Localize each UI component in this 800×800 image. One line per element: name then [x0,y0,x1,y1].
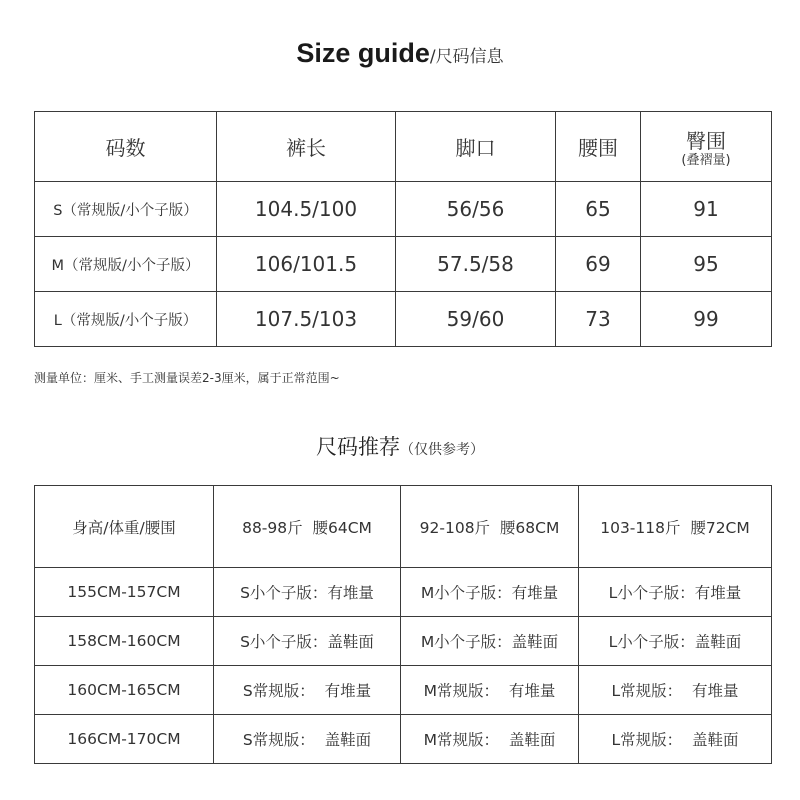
cell-recommendation: L常规版： 有堆量 [579,666,772,715]
header-weight-range: 103-118斤 腰72CM [579,486,772,568]
header-hip-sub: (叠褶量) [681,153,731,168]
cell-hem: 59/60 [396,292,556,347]
header-waist: 腰围 [556,112,641,182]
cell-waist: 65 [556,182,641,237]
cell-hip: 91 [641,182,772,237]
header-hip [641,112,772,182]
cell-hip: 95 [641,237,772,292]
cell-hem: 57.5/58 [396,237,556,292]
header-size: 码数 [35,112,217,182]
row-size-s: S（常规版/小个子版） [35,182,217,237]
page-title [0,38,800,69]
measurement-note: 测量单位：厘米、手工测量误差2-3厘米，属于正常范围~ [34,371,340,385]
table-row [35,292,772,347]
recommend-table [34,485,772,764]
cell-recommendation: L小个子版：有堆量 [579,568,772,617]
cell-recommendation: S常规版： 盖鞋面 [214,715,401,764]
row-size-m: M（常规版/小个子版） [35,237,217,292]
header-weight-range: 88-98斤 腰64CM [214,486,401,568]
cell-recommendation: M小个子版：盖鞋面 [401,617,579,666]
cell-recommendation: M小个子版：有堆量 [401,568,579,617]
cell-length: 107.5/103 [217,292,396,347]
cell-height: 155CM-157CM [35,568,214,617]
recommend-header-row [35,486,772,568]
table-row [35,617,772,666]
cell-recommendation: S常规版： 有堆量 [214,666,401,715]
cell-length: 106/101.5 [217,237,396,292]
size-table [34,111,772,347]
recommend-title [0,431,800,461]
cell-hem: 56/56 [396,182,556,237]
table-row [35,568,772,617]
recommend-title-paren: （仅供参考） [400,442,484,458]
cell-hip: 99 [641,292,772,347]
table-row [35,237,772,292]
cell-recommendation: M常规版： 有堆量 [401,666,579,715]
cell-length: 104.5/100 [217,182,396,237]
cell-recommendation: S小个子版：盖鞋面 [214,617,401,666]
recommend-title-main: 尺码推荐 [316,435,400,459]
cell-recommendation: M常规版： 盖鞋面 [401,715,579,764]
header-height-weight: 身高/体重/腰围 [35,486,214,568]
title-chinese: /尺码信息 [429,47,504,67]
row-size-l: L（常规版/小个子版） [35,292,217,347]
header-hem: 脚口 [396,112,556,182]
cell-height: 160CM-165CM [35,666,214,715]
table-row [35,666,772,715]
cell-recommendation: L常规版： 盖鞋面 [579,715,772,764]
header-weight-range: 92-108斤 腰68CM [401,486,579,568]
header-hip-label: 臀围 [686,129,726,153]
cell-height: 166CM-170CM [35,715,214,764]
header-length: 裤长 [217,112,396,182]
table-row [35,715,772,764]
cell-waist: 69 [556,237,641,292]
cell-height: 158CM-160CM [35,617,214,666]
title-english: Size guide [296,38,430,68]
cell-waist: 73 [556,292,641,347]
cell-recommendation: L小个子版：盖鞋面 [579,617,772,666]
size-table-header-row [35,112,772,182]
table-row [35,182,772,237]
cell-recommendation: S小个子版：有堆量 [214,568,401,617]
